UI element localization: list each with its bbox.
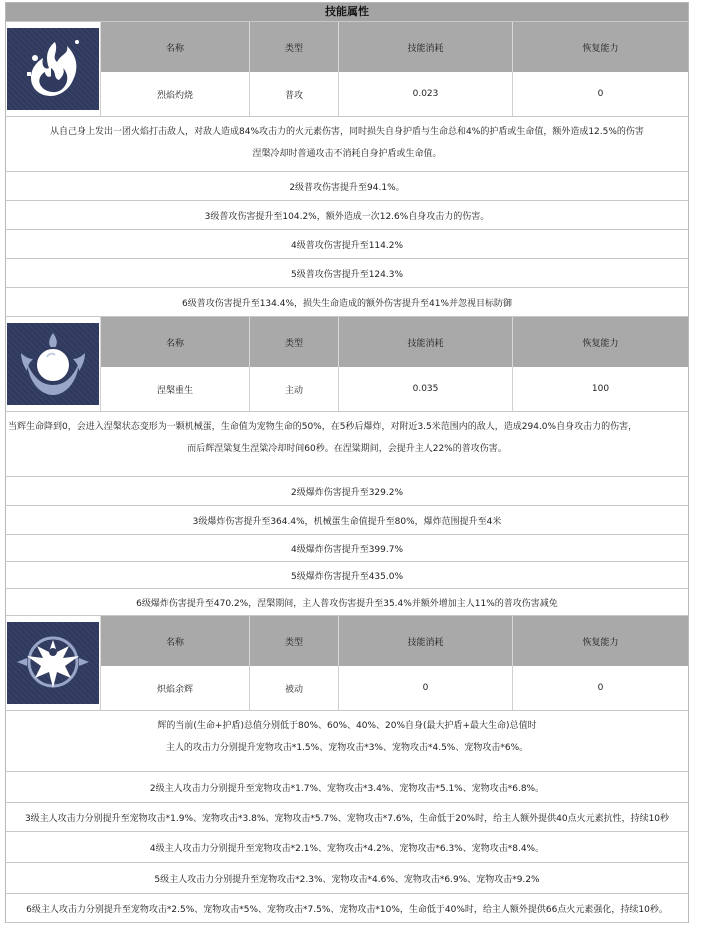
skill-recover: 0 xyxy=(512,666,688,710)
level-row: 5级主人攻击力分别提升至宠物攻击*2.3%、宠物攻击*4.6%、宠物攻击*6.9%、宠物攻击*9.2% xyxy=(6,862,688,893)
level-row: 6级普攻伤害提升至134.4%，损失生命造成的额外伤害提升至41%并忽视目标防御 xyxy=(6,287,688,316)
level-row: 5级普攻伤害提升至124.3% xyxy=(6,258,688,287)
skill-description xyxy=(6,411,688,476)
level-row: 6级主人攻击力分别提升至宠物攻击*2.5%、宠物攻击*5%、宠物攻击*7.5%、宠物攻击*10%，生命低于40%时，给主人额外提供66点火元素强化，持续10秒。 xyxy=(6,893,688,923)
level-row: 2级爆炸伤害提升至329.2% xyxy=(6,476,688,505)
table-title: 技能属性 xyxy=(6,2,688,21)
desc-line: 当辉生命降到0，会进入涅槃状态变形为一颗机械蛋，生命值为宠物生命的50%，在5秒后爆炸，对附近3.5米范围内的敌人，造成294.0%自身攻击力的伤害， xyxy=(8,422,638,432)
skill-name: 炽焰余辉 xyxy=(100,666,249,710)
skill-type: 普攻 xyxy=(249,72,338,116)
level-row: 3级爆炸伤害提升至364.4%，机械蛋生命值提升至80%，爆炸范围提升至4米 xyxy=(6,505,688,534)
header-cost: 技能消耗 xyxy=(338,616,512,666)
skill-description xyxy=(6,710,688,771)
flame-icon xyxy=(7,28,99,110)
desc-line: 主人的攻击力分别提升宠物攻击*1.5%、宠物攻击*3%、宠物攻击*4.5%、宠物攻击*6%。 xyxy=(165,743,529,753)
header-cost: 技能消耗 xyxy=(338,317,512,367)
skill-name: 涅槃重生 xyxy=(100,367,249,411)
skill-type: 被动 xyxy=(249,666,338,710)
skill-attributes-table xyxy=(5,2,689,923)
skill-recover: 0 xyxy=(512,72,688,116)
egg-orb-icon xyxy=(7,323,99,405)
skill-type: 主动 xyxy=(249,367,338,411)
header-name: 名称 xyxy=(100,616,249,666)
skill-header-row xyxy=(6,615,688,710)
skill-icon-cell xyxy=(6,22,100,116)
header-cost: 技能消耗 xyxy=(338,22,512,72)
skill-cost: 0 xyxy=(338,666,512,710)
desc-line: 涅槃冷却时普通攻击不消耗自身护盾或生命值。 xyxy=(252,149,442,159)
level-row: 6级爆炸伤害提升至470.2%，涅槃期间，主人普攻伤害提升至35.4%并额外增加主人11%的普攻伤害减免 xyxy=(6,588,688,615)
header-name: 名称 xyxy=(100,317,249,367)
header-recover: 恢复能力 xyxy=(512,317,688,367)
level-row: 5级爆炸伤害提升至435.0% xyxy=(6,561,688,588)
header-name: 名称 xyxy=(100,22,249,72)
level-row: 2级普攻伤害提升至94.1%。 xyxy=(6,171,688,200)
skill-header-row xyxy=(6,21,688,116)
level-row: 4级主人攻击力分别提升至宠物攻击*2.1%、宠物攻击*4.2%、宠物攻击*6.3%、宠物攻击*8.4%。 xyxy=(6,831,688,862)
skill-cost: 0.035 xyxy=(338,367,512,411)
skill-icon-cell xyxy=(6,317,100,411)
skill-icon-cell xyxy=(6,616,100,710)
desc-line: 从自己身上发出一团火焰打击敌人，对敌人造成84%攻击力的火元素伤害，同时损失自身护盾与生命总和4%的护盾或生命值，额外造成12.5%的伤害 xyxy=(50,127,644,137)
level-row: 4级爆炸伤害提升至399.7% xyxy=(6,534,688,561)
level-row: 2级主人攻击力分别提升至宠物攻击*1.7%、宠物攻击*3.4%、宠物攻击*5.1%、宠物攻击*6.8%。 xyxy=(6,771,688,802)
header-type: 类型 xyxy=(249,22,338,72)
skill-description xyxy=(6,116,688,171)
desc-line: 辉的当前(生命+护盾)总值分别低于80%、60%、40%、20%自身(最大护盾+最大生命)总值时 xyxy=(157,721,537,731)
skill-name: 烈焰灼烧 xyxy=(100,72,249,116)
desc-line: 而后辉涅粱复生涅粱冷却时间60秒。在涅粱期间，会提升主人22%的普攻伤害。 xyxy=(187,444,507,454)
header-type: 类型 xyxy=(249,616,338,666)
skill-cost: 0.023 xyxy=(338,72,512,116)
header-recover: 恢复能力 xyxy=(512,22,688,72)
level-row: 3级普攻伤害提升至104.2%，额外造成一次12.6%自身攻击力的伤害。 xyxy=(6,200,688,229)
header-type: 类型 xyxy=(249,317,338,367)
skill-recover: 100 xyxy=(512,367,688,411)
header-recover: 恢复能力 xyxy=(512,616,688,666)
phoenix-emblem-icon xyxy=(7,622,99,704)
level-row: 4级普攻伤害提升至114.2% xyxy=(6,229,688,258)
skill-header-row xyxy=(6,316,688,411)
level-row: 3级主人攻击力分别提升至宠物攻击*1.9%、宠物攻击*3.8%、宠物攻击*5.7%、宠物攻击*7.6%，生命低于20%时，给主人额外提供40点火元素抗性，持续10秒 xyxy=(6,802,688,831)
